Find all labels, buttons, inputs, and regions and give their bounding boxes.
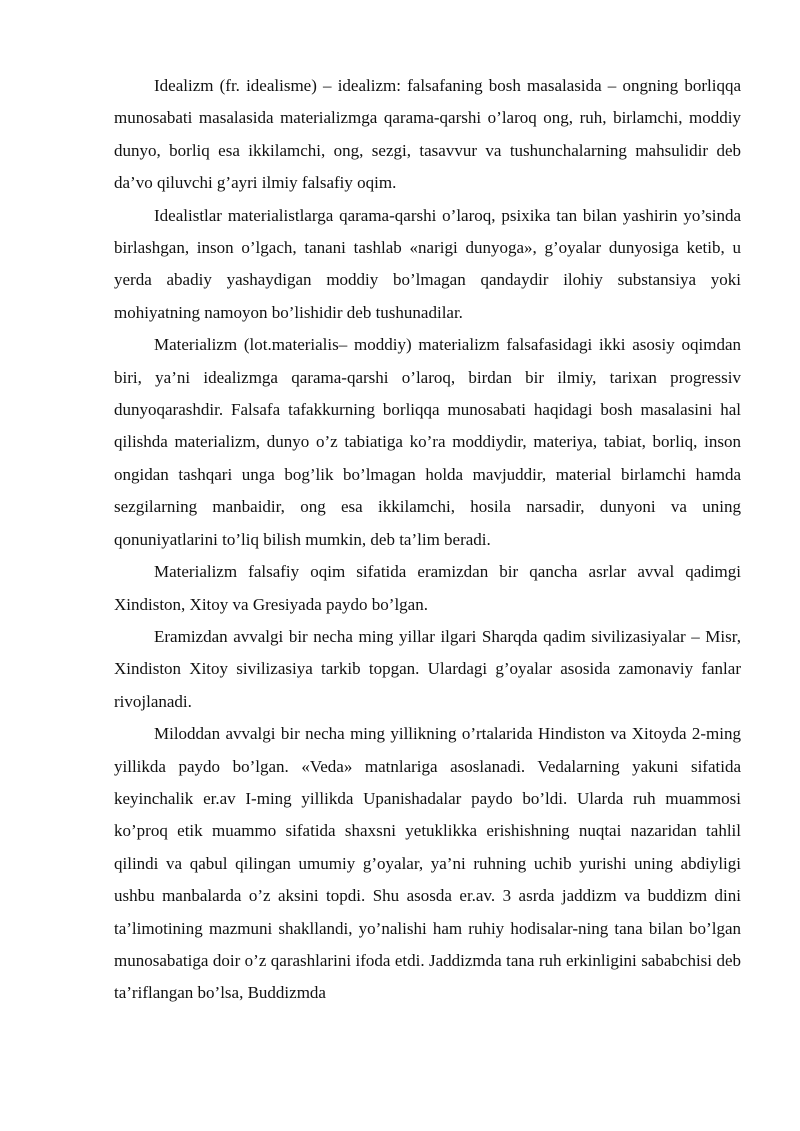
paragraph-materialism: Materializm (lot.materialis– moddiy) materializm falsafasidagi ikki asosiy oqimdan biri, ya’ni idealizmga qarama-qarshi o’laroq, birdan bir ilmiy, tarixan progressiv dunyoqarashdir. Falsafa tafakkurning borliqqa munosabati haqidagi bosh masalasini hal qilishda materializm, dunyo o’z tabiatiga ko’ra moddiydir, materiya, tabiat, borliq, inson ongidan tashqari unga bog’lik bo’lmagan holda mavjuddir, material birlamchi hamda sezgilarning manbaidir, ong esa ikkilamchi, hosila narsadir, dunyoni va uning qonuniyatlarini to’liq bilish mumkin, deb ta’lim beradi.	[114, 335, 741, 549]
paragraph-materialism-origin: Materializm falsafiy oqim sifatida eramizdan bir qancha asrlar avval qadimgi Xindiston, Xitoy va Gresiyada paydo bo’lgan.	[114, 562, 741, 614]
paragraph-veda-upanishads: Miloddan avvalgi bir necha ming yillikning o’rtalarida Hindiston va Xitoyda 2-ming yillikda paydo bo’lgan. «Veda» matnlariga asoslanadi. Vedalarning yakuni sifatida keyinchalik er.av I-ming yillikda Upanishadalar paydo bo’ldi. Ularda ruh muammosi ko’proq etik muammo sifatida shaxsni yetuklikka erishishning nuqtai nazaridan tahlil qilindi va qabul qilingan umumiy g’oyalar, ya’ni ruhning uchib yurishi uning abdiyligi ushbu manbalarda o’z aksini topdi. Shu asosda er.av. 3 asrda jaddizm va buddizm dini ta’limotining mazmuni shakllandi, yo’nalishi ham ruhiy hodisalar-ning tana bilan bo’lgan munosabatiga doir o’z qarashlarini ifoda etdi. Jaddizmda tana ruh erkinligini sababchisi deb ta’riflangan bo’lsa, Buddizmda	[114, 724, 741, 1003]
paragraph-idealists: Idealistlar materialistlarga qarama-qarshi o’laroq, psixika tan bilan yashirin yo’sinda birlashgan, inson o’lgach, tanani tashlab «narigi dunyoga», g’oyalar dunyosiga ketib, u yerda abadiy yashaydigan moddiy bo’lmagan qandaydir ilohiy substansiya yoki mohiyatning namoyon bo’lishidir deb tushunadilar.	[114, 205, 741, 322]
paragraph-idealism: Idealizm (fr. idealisme) – idealizm: falsafaning bosh masalasida – ongning borliqqa munosabati masalasida materializmga qarama-qarshi o’laroq ong, ruh, birlamchi, moddiy dunyo, borliq esa ikkilamchi, ong, sezgi, tasavvur va tushunchalarning mahsulidir deb da’vo qiluvchi g’ayri ilmiy falsafiy oqim.	[114, 76, 741, 193]
document-page	[114, 70, 741, 1010]
paragraph-ancient-civilizations: Eramizdan avvalgi bir necha ming yillar ilgari Sharqda qadim sivilizasiyalar – Misr, Xindiston Xitoy sivilizasiya tarkib topgan. Ulardagi g’oyalar asosida zamonaviy fanlar rivojlanadi.	[114, 626, 741, 711]
